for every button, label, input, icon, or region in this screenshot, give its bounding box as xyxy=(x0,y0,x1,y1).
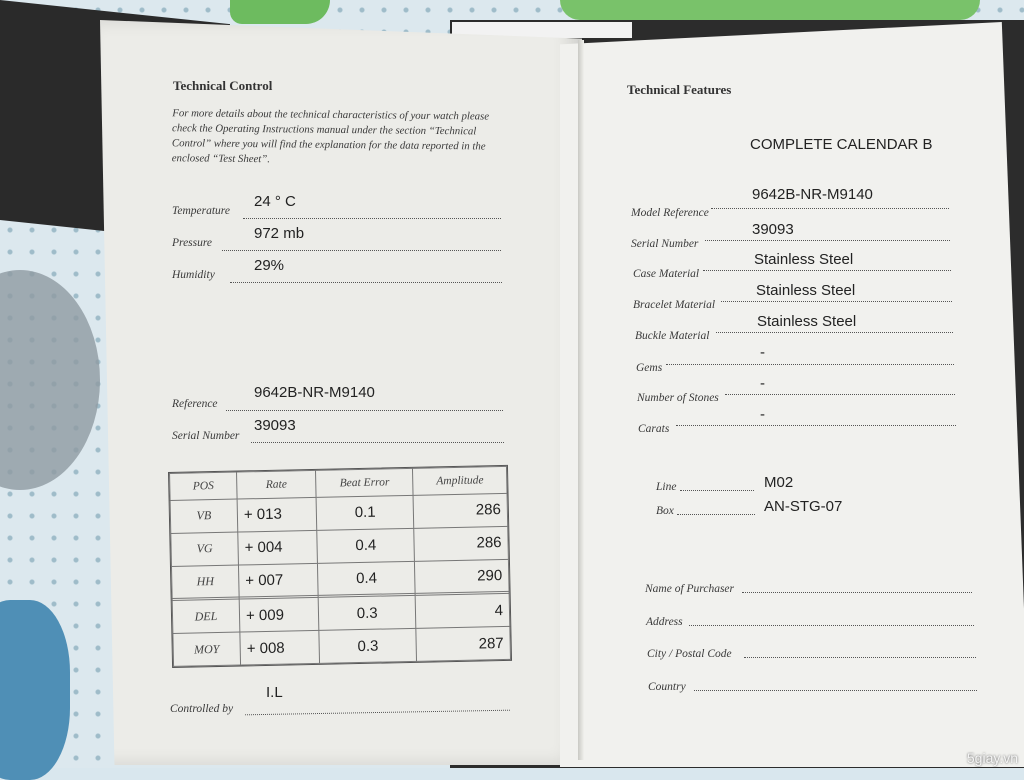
controlled-by-value: I.L xyxy=(266,684,283,701)
dotted-line xyxy=(742,592,972,593)
serial-number-label: Serial Number xyxy=(172,430,240,442)
amplitude-cell: 286 xyxy=(413,493,507,528)
rate-cell: + 008 xyxy=(240,630,320,665)
position-cell: MOY xyxy=(173,632,241,666)
dotted-line xyxy=(721,301,952,302)
dotted-line xyxy=(680,490,754,491)
address-label: Address xyxy=(646,616,683,628)
case-material-value: Stainless Steel xyxy=(754,251,854,268)
line-value: M02 xyxy=(764,474,794,491)
amplitude-cell: 290 xyxy=(415,559,509,594)
humidity-label: Humidity xyxy=(172,269,215,281)
fabric-pattern xyxy=(0,600,70,780)
watermark: 5giay.vn xyxy=(966,750,1018,766)
serial-number-label: Serial Number xyxy=(631,238,699,250)
bracelet-material-label: Bracelet Material xyxy=(633,299,716,311)
intro-paragraph: For more details about the technical characteristics of your watch please check the Operating Instructions manual under the section “Technical Control” where you will find the explanation for the data reported in the enclosed “Test Sheet”. xyxy=(171,107,490,166)
dotted-line xyxy=(251,442,504,443)
dotted-line xyxy=(226,410,503,411)
amplitude-cell: 286 xyxy=(414,526,508,561)
carats-label: Carats xyxy=(638,423,670,435)
humidity-value: 29% xyxy=(254,257,285,274)
country-label: Country xyxy=(648,681,686,693)
rate-cell: + 009 xyxy=(239,598,319,632)
booklet-fold xyxy=(578,40,584,760)
beat-error-cell: 0.3 xyxy=(318,596,416,631)
dotted-line xyxy=(744,657,976,658)
amplitude-cell: 4 xyxy=(416,594,510,629)
dotted-line xyxy=(677,514,755,515)
position-cell: VG xyxy=(171,532,239,566)
column-header: Rate xyxy=(237,470,317,499)
dotted-line xyxy=(711,208,949,209)
box-value: AN-STG-07 xyxy=(764,498,843,515)
dotted-line xyxy=(666,364,954,365)
case-material-label: Case Material xyxy=(633,268,700,280)
table-row xyxy=(173,627,511,667)
test-results-table xyxy=(168,465,512,668)
dotted-line xyxy=(716,332,953,333)
controlled-by-label: Controlled by xyxy=(170,703,234,715)
beat-error-cell: 0.4 xyxy=(317,528,415,563)
serial-number-value: 39093 xyxy=(752,221,794,238)
model-name: COMPLETE CALENDAR B xyxy=(750,136,933,153)
bracelet-material-value: Stainless Steel xyxy=(756,282,856,299)
model-reference-value: 9642B-NR-M9140 xyxy=(752,186,873,203)
dotted-line xyxy=(694,690,977,691)
box-label: Box xyxy=(656,505,674,517)
rate-cell: + 013 xyxy=(237,497,317,531)
temperature-value: 24 ° C xyxy=(254,193,296,210)
gems-label: Gems xyxy=(636,362,663,374)
column-header: POS xyxy=(170,472,238,500)
dotted-line xyxy=(705,240,950,241)
buckle-material-label: Buckle Material xyxy=(635,330,710,342)
rate-cell: + 007 xyxy=(238,563,318,597)
serial-number-value: 39093 xyxy=(254,417,296,434)
temperature-label: Temperature xyxy=(172,205,230,217)
rate-cell: + 004 xyxy=(238,530,318,564)
dotted-line xyxy=(703,270,951,271)
purchaser-name-label: Name of Purchaser xyxy=(645,583,735,595)
beat-error-cell: 0.4 xyxy=(318,561,416,596)
reference-value: 9642B-NR-M9140 xyxy=(254,384,375,401)
amplitude-cell: 287 xyxy=(416,627,510,662)
gems-value: - xyxy=(760,344,765,361)
model-reference-label: Model Reference xyxy=(631,207,709,219)
number-of-stones-value: - xyxy=(760,375,765,392)
number-of-stones-label: Number of Stones xyxy=(637,392,719,404)
pressure-value: 972 mb xyxy=(254,225,305,242)
line-label: Line xyxy=(656,481,677,493)
dotted-line xyxy=(725,394,955,395)
position-cell: HH xyxy=(171,565,239,599)
dotted-line xyxy=(676,425,956,426)
dotted-line xyxy=(230,282,502,283)
carats-value: - xyxy=(760,406,765,423)
column-header: Amplitude xyxy=(413,466,507,495)
column-header: Beat Error xyxy=(316,468,414,497)
technical-control-heading: Technical Control xyxy=(173,78,273,93)
fabric-pattern xyxy=(230,0,330,24)
buckle-material-value: Stainless Steel xyxy=(757,313,857,330)
position-cell: VB xyxy=(170,499,238,533)
pressure-label: Pressure xyxy=(172,237,213,249)
dotted-line xyxy=(222,250,501,251)
city-postal-code-label: City / Postal Code xyxy=(647,648,732,660)
beat-error-cell: 0.3 xyxy=(319,628,417,663)
beat-error-cell: 0.1 xyxy=(316,495,414,530)
fabric-pattern xyxy=(560,0,980,20)
position-cell: DEL xyxy=(172,599,240,633)
reference-label: Reference xyxy=(172,398,218,410)
dotted-line xyxy=(243,218,501,219)
technical-features-heading: Technical Features xyxy=(627,82,732,97)
dotted-line xyxy=(689,625,974,626)
